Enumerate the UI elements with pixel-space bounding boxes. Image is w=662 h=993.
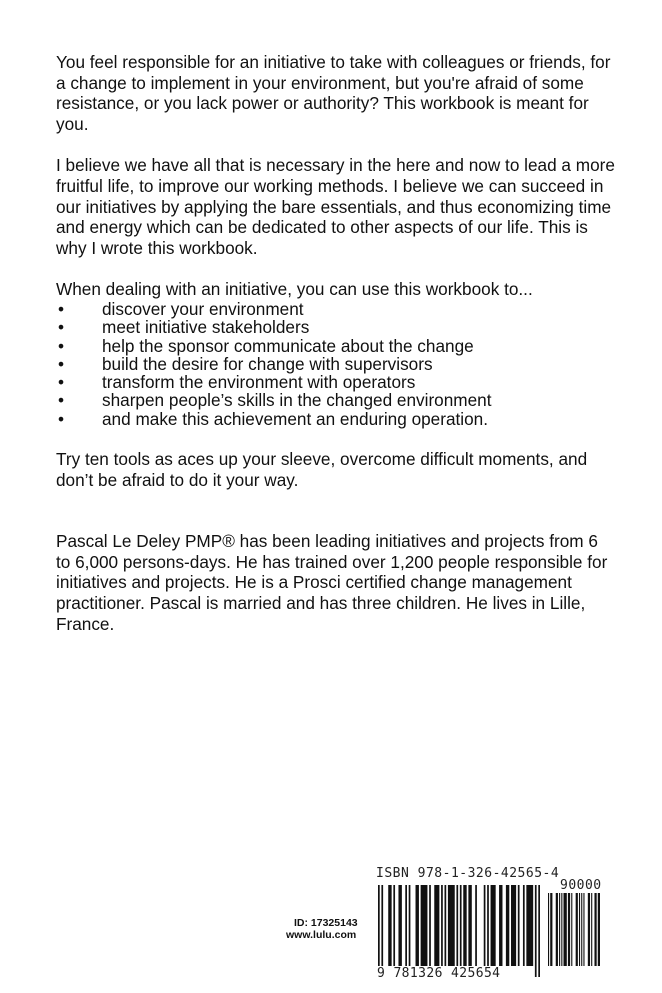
usage-list <box>56 300 616 428</box>
isbn-label: ISBN 978-1-326-42565-4 <box>376 866 560 881</box>
barcode-bar <box>591 893 592 966</box>
list-item-text: build the desire for change with supervisors <box>102 353 433 374</box>
author-bio: Pascal Le Deley PMP® has been leading initiatives and projects from 6 to 6,000 persons-days. He has trained over 1,200 people responsible for initiatives and projects. He is a Prosci certified change management practitioner. Pascal is married and has three children. He lives in Lille, France. <box>56 531 608 634</box>
list-item-text: help the sponsor communicate about the change <box>102 335 474 356</box>
barcode-bar <box>405 885 407 966</box>
barcode-bar <box>487 885 489 966</box>
barcode-bar <box>416 885 419 966</box>
belief-paragraph: I believe we have all that is necessary in the here and now to lead a more fruitful life, to improve our working methods. I believe we can succeed in our initiatives by applying the bare essentials, and thus economizing time and energy which can be dedicated to other aspects of our life. This is why I wrote this workbook. <box>56 155 615 258</box>
barcode-bar <box>526 885 533 966</box>
barcode-bar <box>538 885 540 977</box>
list-item <box>56 318 616 336</box>
barcode-bar <box>588 893 590 966</box>
barcode-bar <box>499 885 502 966</box>
isbn-barcode <box>378 885 540 977</box>
usage-intro: When dealing with an initiative, you can use this workbook to... <box>56 279 533 300</box>
bullet-glyph: • <box>58 372 65 393</box>
publisher-id: ID: 17325143 <box>294 917 358 929</box>
barcode-bar <box>448 885 455 966</box>
barcode-bar <box>568 893 570 966</box>
list-item <box>56 373 616 391</box>
barcode-bar <box>561 893 562 966</box>
bullet-glyph: • <box>58 408 65 429</box>
barcode-bar <box>388 885 391 966</box>
barcode-bar <box>434 885 439 966</box>
barcode-bar <box>523 885 525 966</box>
barcode-bar <box>548 893 549 966</box>
barcode-bar <box>421 885 428 966</box>
list-item <box>56 410 616 428</box>
barcode-bar <box>571 893 572 966</box>
barcode-bar <box>491 885 496 966</box>
barcode-bar <box>441 885 443 966</box>
barcode-bar <box>409 885 411 966</box>
barcode-bar <box>579 893 580 966</box>
barcode-bar <box>460 885 462 977</box>
bullet-glyph: • <box>58 317 65 338</box>
barcode-bar <box>456 885 458 977</box>
barcode-bar <box>393 885 395 966</box>
publisher-info <box>286 917 378 941</box>
bullet-glyph: • <box>58 390 65 411</box>
barcode-bar <box>475 885 477 966</box>
list-item-text: meet initiative stakeholders <box>102 317 310 338</box>
barcode-bar <box>550 893 552 966</box>
barcode-bar <box>563 893 566 966</box>
barcode-digits: 9 781326 425654 <box>377 966 501 981</box>
publisher-website: www.lulu.com <box>286 929 357 941</box>
barcode-bar <box>518 885 520 966</box>
list-item <box>56 337 616 355</box>
barcode-bar <box>556 893 558 966</box>
list-item <box>56 355 616 373</box>
bullet-glyph: • <box>58 353 65 374</box>
back-cover-text <box>56 52 616 634</box>
barcode-bar <box>594 893 596 966</box>
list-item-text: and make this achievement an enduring operation. <box>102 408 489 429</box>
intro-paragraph: You feel responsible for an initiative to take with colleagues or friends, for a change to implement in your environment, but you're afraid of some resistance, or you lack power or authority? This workbook is meant for you. <box>56 52 611 134</box>
price-code: 90000 <box>560 878 602 893</box>
barcode-bar <box>381 885 383 977</box>
barcode-bar <box>484 885 486 966</box>
barcode-bar <box>463 885 466 966</box>
barcode-bar <box>445 885 447 966</box>
list-item <box>56 300 616 318</box>
list-item <box>56 391 616 409</box>
barcode-bar <box>506 885 509 966</box>
barcode-bar <box>378 885 380 977</box>
barcode-bar <box>468 885 471 966</box>
bullet-glyph: • <box>58 298 65 319</box>
price-addon-barcode <box>548 893 600 977</box>
barcode-bar <box>535 885 537 977</box>
barcode-bar <box>583 893 584 966</box>
barcode-bar <box>581 893 582 966</box>
list-item-text: transform the environment with operators <box>102 372 416 393</box>
barcode-bar <box>576 893 578 966</box>
barcode-bar <box>511 885 516 966</box>
barcode-bar <box>398 885 401 966</box>
list-item-text: sharpen people’s skills in the changed environment <box>102 390 492 411</box>
barcode-bar <box>429 885 431 966</box>
list-item-text: discover your environment <box>102 298 304 319</box>
barcode-bar <box>559 893 560 966</box>
barcode-bar <box>598 893 600 966</box>
bullet-glyph: • <box>58 335 65 356</box>
closing-paragraph: Try ten tools as aces up your sleeve, overcome difficult moments, and don’t be afraid to do it your way. <box>56 449 588 490</box>
